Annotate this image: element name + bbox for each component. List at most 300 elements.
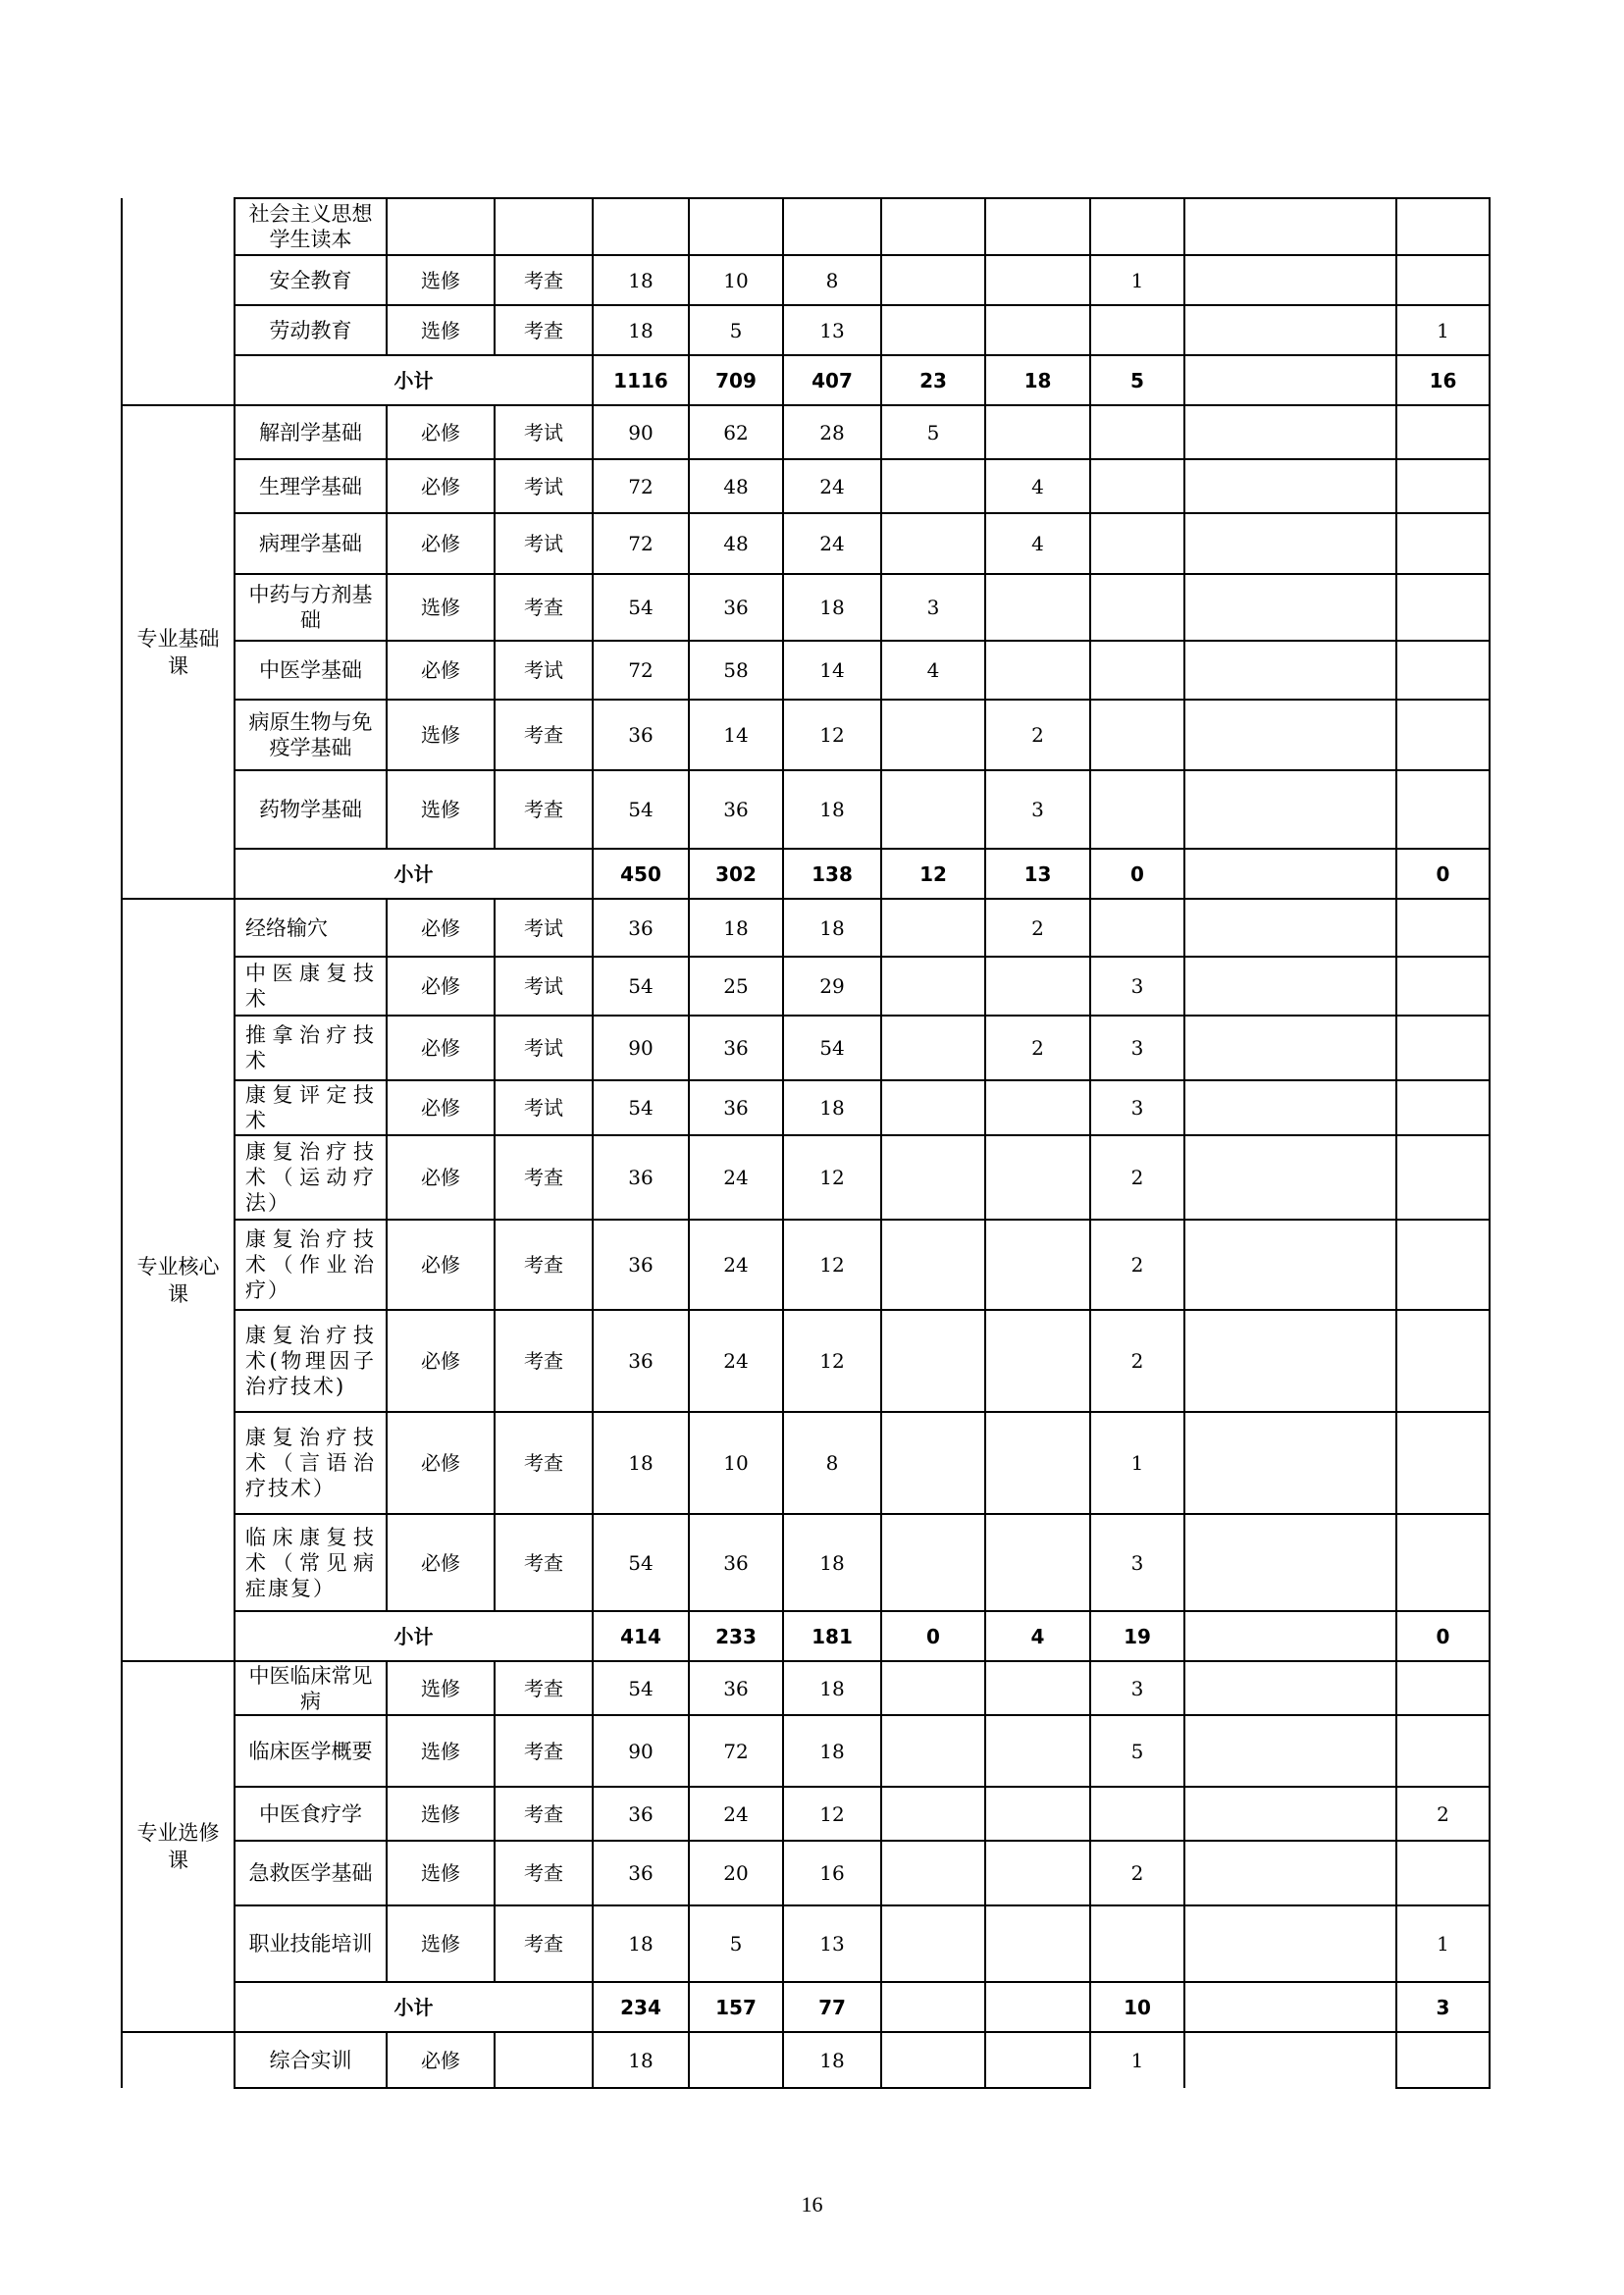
semester-4-cell [1184, 1135, 1396, 1220]
semester-3-cell [1090, 1905, 1184, 1982]
semester-1-cell [881, 1514, 985, 1611]
subtotal-semester-5: 0 [1396, 849, 1490, 899]
semester-1-cell [881, 1412, 985, 1514]
semester-4-cell [1184, 1412, 1396, 1514]
theory-hours-cell: 10 [689, 255, 783, 305]
total-hours-cell: 18 [593, 2032, 689, 2088]
course-name-text: 中医康复技术 [245, 962, 376, 1011]
practice-hours-cell: 8 [783, 255, 881, 305]
table-row [122, 770, 1490, 849]
theory-hours-cell: 5 [689, 305, 783, 355]
semester-2-cell [985, 198, 1090, 255]
semester-2-cell [985, 255, 1090, 305]
course-name-cell [235, 1016, 387, 1080]
table-row [122, 574, 1490, 641]
theory-hours-cell: 10 [689, 1412, 783, 1514]
total-hours-cell: 90 [593, 1715, 689, 1787]
course-name-cell: 社会主义思想学生读本 [235, 198, 387, 255]
semester-3-cell [1090, 459, 1184, 513]
theory-hours-cell: 24 [689, 1787, 783, 1841]
theory-hours-cell: 36 [689, 770, 783, 849]
semester-5-cell [1396, 1310, 1490, 1412]
nature-cell: 选修 [387, 1841, 495, 1905]
course-name-text: 康复评定技术 [245, 1083, 376, 1132]
semester-4-cell [1184, 700, 1396, 770]
total-hours-cell [593, 198, 689, 255]
total-hours-cell: 72 [593, 513, 689, 574]
semester-1-cell [881, 1787, 985, 1841]
course-name-cell [235, 1080, 387, 1135]
nature-cell: 必修 [387, 1514, 495, 1611]
total-hours-cell: 54 [593, 770, 689, 849]
practice-hours-cell: 24 [783, 513, 881, 574]
semester-1-cell [881, 459, 985, 513]
theory-hours-cell: 72 [689, 1715, 783, 1787]
assessment-cell: 考查 [495, 1514, 593, 1611]
total-hours-cell: 54 [593, 1080, 689, 1135]
assessment-cell: 考查 [495, 1661, 593, 1715]
theory-hours-cell [689, 2032, 783, 2088]
table-row [122, 1661, 1490, 1715]
semester-1-cell [881, 198, 985, 255]
nature-cell: 必修 [387, 1135, 495, 1220]
assessment-cell: 考查 [495, 1412, 593, 1514]
assessment-cell: 考查 [495, 1715, 593, 1787]
semester-2-cell [985, 1412, 1090, 1514]
assessment-cell: 考试 [495, 957, 593, 1016]
course-name-cell: 安全教育 [235, 255, 387, 305]
semester-5-cell [1396, 641, 1490, 700]
semester-1-cell: 4 [881, 641, 985, 700]
semester-3-cell [1090, 700, 1184, 770]
semester-3-cell: 1 [1090, 1412, 1184, 1514]
total-hours-cell: 36 [593, 1220, 689, 1310]
semester-3-cell: 5 [1090, 1715, 1184, 1787]
semester-3-cell: 3 [1090, 957, 1184, 1016]
course-name-cell [235, 1412, 387, 1514]
semester-4-cell [1184, 1514, 1396, 1611]
practice-hours-cell: 12 [783, 1310, 881, 1412]
practice-hours-cell: 18 [783, 899, 881, 957]
semester-5-cell [1396, 459, 1490, 513]
subtotal-theory-hours: 302 [689, 849, 783, 899]
semester-5-cell [1396, 1841, 1490, 1905]
practice-hours-cell: 18 [783, 770, 881, 849]
nature-cell: 必修 [387, 1310, 495, 1412]
course-name-cell: 经络输穴 [235, 899, 387, 957]
semester-4-cell [1184, 957, 1396, 1016]
total-hours-cell: 36 [593, 899, 689, 957]
nature-cell: 必修 [387, 1220, 495, 1310]
subtotal-semester-1: 23 [881, 355, 985, 405]
course-name-text: 康复治疗技术(物理因子治疗技术) [245, 1324, 376, 1398]
total-hours-cell: 90 [593, 1016, 689, 1080]
theory-hours-cell: 24 [689, 1220, 783, 1310]
semester-3-cell: 2 [1090, 1135, 1184, 1220]
category-cell [122, 198, 235, 405]
subtotal-row [122, 849, 1490, 899]
theory-hours-cell: 48 [689, 513, 783, 574]
assessment-cell: 考查 [495, 255, 593, 305]
subtotal-practice-hours: 77 [783, 1982, 881, 2032]
semester-3-cell: 3 [1090, 1016, 1184, 1080]
semester-4-cell [1184, 459, 1396, 513]
nature-cell: 必修 [387, 405, 495, 459]
practice-hours-cell: 12 [783, 1135, 881, 1220]
practice-hours-cell: 18 [783, 1715, 881, 1787]
nature-cell: 必修 [387, 513, 495, 574]
assessment-cell: 考查 [495, 1220, 593, 1310]
table-row [122, 405, 1490, 459]
semester-5-cell [1396, 513, 1490, 574]
semester-1-cell [881, 700, 985, 770]
nature-cell: 选修 [387, 770, 495, 849]
table-row [122, 957, 1490, 1016]
category-cell: 专业选修课 [122, 1661, 235, 2032]
subtotal-row [122, 355, 1490, 405]
practice-hours-cell: 18 [783, 574, 881, 641]
semester-3-cell: 3 [1090, 1514, 1184, 1611]
assessment-cell: 考试 [495, 405, 593, 459]
semester-4-cell [1184, 1787, 1396, 1841]
subtotal-theory-hours: 233 [689, 1611, 783, 1661]
semester-2-cell [985, 2032, 1090, 2088]
total-hours-cell: 72 [593, 459, 689, 513]
total-hours-cell: 36 [593, 1787, 689, 1841]
semester-4-cell [1184, 305, 1396, 355]
table-row [122, 1715, 1490, 1787]
course-name-text: 临床康复技术（常见病症康复） [245, 1525, 376, 1600]
practice-hours-cell: 29 [783, 957, 881, 1016]
semester-1-cell [881, 255, 985, 305]
subtotal-label: 小计 [235, 1982, 593, 2032]
subtotal-semester-5: 16 [1396, 355, 1490, 405]
semester-5-cell [1396, 255, 1490, 305]
semester-2-cell: 2 [985, 899, 1090, 957]
subtotal-practice-hours: 138 [783, 849, 881, 899]
semester-4-cell [1184, 1080, 1396, 1135]
semester-4-cell [1184, 574, 1396, 641]
table-row [122, 1787, 1490, 1841]
theory-hours-cell: 25 [689, 957, 783, 1016]
semester-2-cell [985, 1135, 1090, 1220]
course-name-cell [235, 1135, 387, 1220]
table-row [122, 1841, 1490, 1905]
semester-2-cell [985, 957, 1090, 1016]
semester-1-cell [881, 1715, 985, 1787]
nature-cell: 选修 [387, 574, 495, 641]
practice-hours-cell: 24 [783, 459, 881, 513]
subtotal-semester-1: 12 [881, 849, 985, 899]
semester-1-cell: 5 [881, 405, 985, 459]
table-row [122, 1514, 1490, 1611]
table-row [122, 1135, 1490, 1220]
total-hours-cell: 54 [593, 574, 689, 641]
theory-hours-cell: 24 [689, 1310, 783, 1412]
semester-1-cell [881, 305, 985, 355]
table-row [122, 513, 1490, 574]
semester-3-cell [1090, 198, 1184, 255]
semester-2-cell [985, 1841, 1090, 1905]
subtotal-semester-3: 5 [1090, 355, 1184, 405]
semester-2-cell [985, 1220, 1090, 1310]
semester-5-cell [1396, 1715, 1490, 1787]
semester-3-cell [1090, 1787, 1184, 1841]
subtotal-semester-4 [1184, 849, 1396, 899]
nature-cell: 必修 [387, 1412, 495, 1514]
assessment-cell: 考试 [495, 459, 593, 513]
subtotal-total-hours: 414 [593, 1611, 689, 1661]
category-cell: 专业核心课 [122, 899, 235, 1661]
semester-1-cell [881, 1080, 985, 1135]
semester-1-cell [881, 2032, 985, 2088]
semester-2-cell [985, 1661, 1090, 1715]
assessment-cell: 考试 [495, 899, 593, 957]
total-hours-cell: 18 [593, 255, 689, 305]
semester-1-cell [881, 1905, 985, 1982]
assessment-cell [495, 198, 593, 255]
practice-hours-cell [783, 198, 881, 255]
semester-5-cell [1396, 1080, 1490, 1135]
theory-hours-cell: 36 [689, 1080, 783, 1135]
nature-cell: 必修 [387, 2032, 495, 2088]
theory-hours-cell: 24 [689, 1135, 783, 1220]
practice-hours-cell: 12 [783, 700, 881, 770]
nature-cell: 选修 [387, 1787, 495, 1841]
semester-5-cell [1396, 2032, 1490, 2088]
semester-4-cell [1184, 2032, 1396, 2088]
assessment-cell: 考试 [495, 641, 593, 700]
course-name-text: 康复治疗技术（运动疗法） [245, 1140, 376, 1215]
semester-5-cell [1396, 1412, 1490, 1514]
semester-3-cell: 3 [1090, 1661, 1184, 1715]
practice-hours-cell: 18 [783, 2032, 881, 2088]
subtotal-label: 小计 [235, 849, 593, 899]
subtotal-semester-5: 0 [1396, 1611, 1490, 1661]
subtotal-theory-hours: 157 [689, 1982, 783, 2032]
table-row [122, 255, 1490, 305]
semester-2-cell: 2 [985, 700, 1090, 770]
semester-2-cell [985, 1080, 1090, 1135]
semester-5-cell: 1 [1396, 1905, 1490, 1982]
semester-5-cell [1396, 574, 1490, 641]
semester-1-cell [881, 1135, 985, 1220]
nature-cell: 必修 [387, 459, 495, 513]
total-hours-cell: 54 [593, 957, 689, 1016]
theory-hours-cell: 48 [689, 459, 783, 513]
semester-4-cell [1184, 405, 1396, 459]
semester-1-cell [881, 1016, 985, 1080]
curriculum-table [121, 197, 1491, 2089]
total-hours-cell: 54 [593, 1661, 689, 1715]
semester-1-cell [881, 1220, 985, 1310]
nature-cell: 必修 [387, 1080, 495, 1135]
semester-4-cell [1184, 255, 1396, 305]
theory-hours-cell: 14 [689, 700, 783, 770]
semester-2-cell: 4 [985, 459, 1090, 513]
theory-hours-cell: 36 [689, 1514, 783, 1611]
subtotal-semester-2: 13 [985, 849, 1090, 899]
total-hours-cell: 72 [593, 641, 689, 700]
assessment-cell: 考查 [495, 1905, 593, 1982]
semester-5-cell [1396, 957, 1490, 1016]
table-row [122, 305, 1490, 355]
assessment-cell: 考试 [495, 1016, 593, 1080]
semester-3-cell: 2 [1090, 1841, 1184, 1905]
semester-4-cell [1184, 1016, 1396, 1080]
subtotal-semester-2 [985, 1982, 1090, 2032]
table-row [122, 1412, 1490, 1514]
subtotal-semester-2: 4 [985, 1611, 1090, 1661]
course-name-cell: 中医食疗学 [235, 1787, 387, 1841]
total-hours-cell: 90 [593, 405, 689, 459]
assessment-cell: 考试 [495, 1080, 593, 1135]
semester-4-cell [1184, 770, 1396, 849]
subtotal-label: 小计 [235, 1611, 593, 1661]
course-name-cell: 病原生物与免疫学基础 [235, 700, 387, 770]
semester-1-cell [881, 957, 985, 1016]
semester-2-cell [985, 1514, 1090, 1611]
semester-2-cell [985, 1787, 1090, 1841]
table-row [122, 1905, 1490, 1982]
course-name-cell: 职业技能培训 [235, 1905, 387, 1982]
course-name-cell: 病理学基础 [235, 513, 387, 574]
course-name-cell [235, 1514, 387, 1611]
semester-2-cell: 3 [985, 770, 1090, 849]
theory-hours-cell: 36 [689, 1016, 783, 1080]
subtotal-semester-5: 3 [1396, 1982, 1490, 2032]
semester-2-cell: 4 [985, 513, 1090, 574]
nature-cell [387, 198, 495, 255]
table-row [122, 899, 1490, 957]
course-name-cell: 药物学基础 [235, 770, 387, 849]
semester-3-cell: 2 [1090, 1220, 1184, 1310]
semester-4-cell [1184, 1715, 1396, 1787]
nature-cell: 必修 [387, 641, 495, 700]
course-name-cell: 劳动教育 [235, 305, 387, 355]
subtotal-semester-3: 0 [1090, 849, 1184, 899]
course-name-cell: 解剖学基础 [235, 405, 387, 459]
practice-hours-cell: 28 [783, 405, 881, 459]
semester-4-cell [1184, 1220, 1396, 1310]
total-hours-cell: 54 [593, 1514, 689, 1611]
nature-cell: 必修 [387, 899, 495, 957]
theory-hours-cell [689, 198, 783, 255]
total-hours-cell: 36 [593, 1841, 689, 1905]
semester-2-cell: 2 [985, 1016, 1090, 1080]
nature-cell: 必修 [387, 957, 495, 1016]
table-row [122, 198, 1490, 255]
subtotal-total-hours: 1116 [593, 355, 689, 405]
semester-2-cell [985, 641, 1090, 700]
practice-hours-cell: 14 [783, 641, 881, 700]
semester-4-cell [1184, 1841, 1396, 1905]
semester-5-cell [1396, 1514, 1490, 1611]
practice-hours-cell: 18 [783, 1080, 881, 1135]
total-hours-cell: 36 [593, 700, 689, 770]
course-name-cell: 急救医学基础 [235, 1841, 387, 1905]
semester-4-cell [1184, 1905, 1396, 1982]
theory-hours-cell: 5 [689, 1905, 783, 1982]
course-name-cell: 综合实训 [235, 2032, 387, 2088]
total-hours-cell: 18 [593, 1412, 689, 1514]
semester-3-cell [1090, 770, 1184, 849]
practice-hours-cell: 13 [783, 1905, 881, 1982]
semester-3-cell [1090, 574, 1184, 641]
semester-4-cell [1184, 513, 1396, 574]
subtotal-semester-1: 0 [881, 1611, 985, 1661]
assessment-cell: 考查 [495, 1135, 593, 1220]
course-name-cell: 临床医学概要 [235, 1715, 387, 1787]
course-name-text: 康复治疗技术（作业治疗） [245, 1227, 376, 1302]
semester-3-cell [1090, 305, 1184, 355]
practice-hours-cell: 16 [783, 1841, 881, 1905]
semester-4-cell [1184, 1661, 1396, 1715]
course-name-cell: 中医学基础 [235, 641, 387, 700]
total-hours-cell: 18 [593, 1905, 689, 1982]
semester-5-cell [1396, 1220, 1490, 1310]
total-hours-cell: 18 [593, 305, 689, 355]
semester-1-cell: 3 [881, 574, 985, 641]
table-row [122, 1310, 1490, 1412]
semester-2-cell [985, 574, 1090, 641]
subtotal-theory-hours: 709 [689, 355, 783, 405]
assessment-cell: 考查 [495, 700, 593, 770]
table-row [122, 459, 1490, 513]
table-row [122, 700, 1490, 770]
semester-3-cell [1090, 899, 1184, 957]
nature-cell: 选修 [387, 305, 495, 355]
subtotal-semester-3: 19 [1090, 1611, 1184, 1661]
semester-3-cell [1090, 405, 1184, 459]
theory-hours-cell: 20 [689, 1841, 783, 1905]
semester-4-cell [1184, 899, 1396, 957]
nature-cell: 选修 [387, 1715, 495, 1787]
theory-hours-cell: 58 [689, 641, 783, 700]
subtotal-semester-2: 18 [985, 355, 1090, 405]
semester-5-cell [1396, 1661, 1490, 1715]
table-row [122, 1080, 1490, 1135]
nature-cell: 选修 [387, 255, 495, 305]
semester-2-cell [985, 305, 1090, 355]
assessment-cell: 考查 [495, 1787, 593, 1841]
semester-2-cell [985, 1905, 1090, 1982]
semester-2-cell [985, 1715, 1090, 1787]
table-row [122, 1016, 1490, 1080]
assessment-cell [495, 2032, 593, 2088]
semester-3-cell: 3 [1090, 1080, 1184, 1135]
semester-4-cell [1184, 198, 1396, 255]
assessment-cell: 考查 [495, 1841, 593, 1905]
theory-hours-cell: 62 [689, 405, 783, 459]
theory-hours-cell: 36 [689, 1661, 783, 1715]
course-name-text: 康复治疗技术（言语治疗技术） [245, 1426, 376, 1500]
category-cell: 专业基础课 [122, 405, 235, 899]
assessment-cell: 考查 [495, 574, 593, 641]
subtotal-semester-3: 10 [1090, 1982, 1184, 2032]
course-name-cell: 中医临床常见病 [235, 1661, 387, 1715]
course-name-cell: 生理学基础 [235, 459, 387, 513]
nature-cell: 选修 [387, 1905, 495, 1982]
assessment-cell: 考查 [495, 1310, 593, 1412]
theory-hours-cell: 36 [689, 574, 783, 641]
semester-1-cell [881, 513, 985, 574]
subtotal-total-hours: 234 [593, 1982, 689, 2032]
table-row [122, 2032, 1490, 2088]
course-name-cell [235, 957, 387, 1016]
page-number: 16 [801, 2192, 823, 2217]
practice-hours-cell: 13 [783, 305, 881, 355]
